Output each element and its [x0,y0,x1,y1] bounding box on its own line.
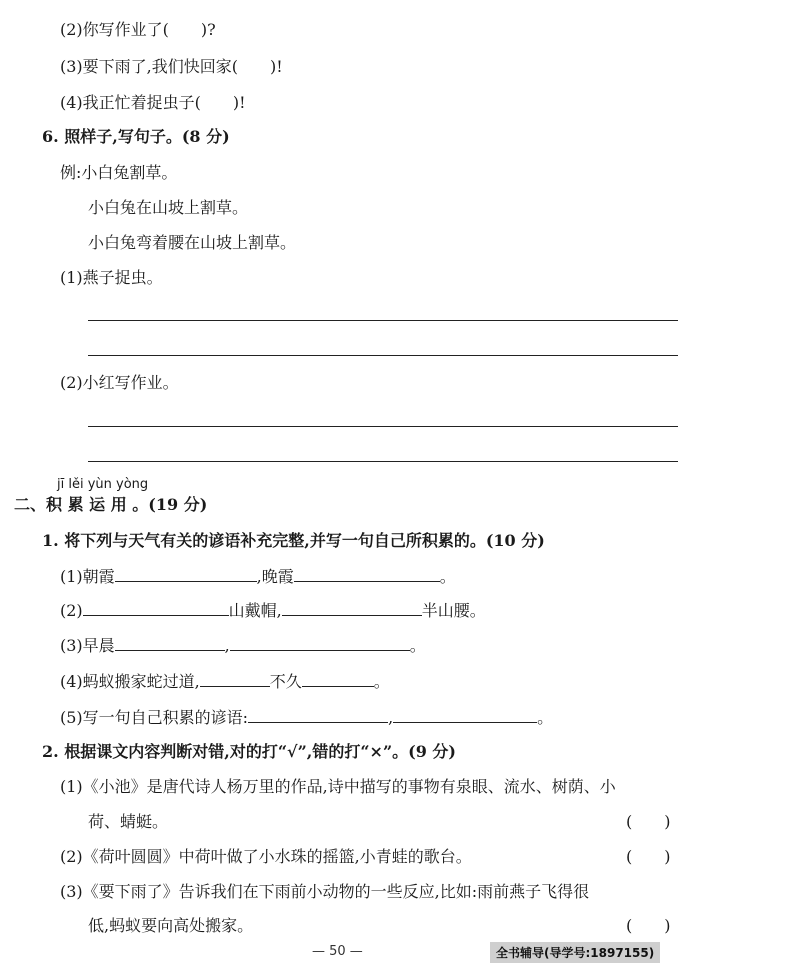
q1-item-3: (3)早晨 , 。 [60,636,426,655]
q6-example-3: 小白兔弯着腰在山坡上割草。 [88,233,297,252]
judge-paren[interactable]: ( ) [626,847,671,866]
fill-blank[interactable] [393,706,537,723]
judge-paren[interactable]: ( ) [626,916,671,935]
answer-line[interactable] [88,355,678,356]
q2-item-2: (2)《荷叶圆圆》中荷叶做了小水珠的摇篮,小青蛙的歌台。 [60,847,472,866]
answer-line[interactable] [88,461,678,462]
q2-item-1-line-1: (1)《小池》是唐代诗人杨万里的作品,诗中描写的事物有泉眼、流水、树荫、小 [60,777,616,796]
q5-item-4: (4)我正忙着捉虫子( )! [60,93,246,112]
answer-line[interactable] [88,426,678,427]
fill-blank[interactable] [294,565,440,582]
fill-blank[interactable] [282,599,422,616]
fill-blank[interactable] [248,706,388,723]
q6-item-2: (2)小红写作业。 [60,373,179,392]
q6-heading: 6. 照样子,写句子。(8 分) [42,127,230,146]
q6-example-2: 小白兔在山坡上割草。 [88,198,249,217]
q2-heading: 2. 根据课文内容判断对错,对的打“√”,错的打“×”。(9 分) [42,742,456,761]
section2-title: 二、积 累 运 用 。(19 分) [14,495,208,514]
fill-blank[interactable] [115,565,257,582]
q6-item-1: (1)燕子捉虫。 [60,268,163,287]
judge-paren[interactable]: ( ) [626,812,671,831]
q2-item-3-line-2: 低,蚂蚁要向高处搬家。 [88,916,254,935]
q1-heading: 1. 将下列与天气有关的谚语补充完整,并写一句自己所积累的。(10 分) [42,531,545,550]
fill-blank[interactable] [200,670,270,687]
q6-example-1: 例:小白兔割草。 [60,163,178,182]
section2-pinyin: jī lěi yùn yòng [57,477,149,492]
q5-item-3: (3)要下雨了,我们快回家( )! [60,57,283,76]
q1-item-1: (1)朝霞 ,晚霞 。 [60,567,456,586]
q1-item-4: (4)蚂蚁搬家蛇过道, 不久 。 [60,672,390,691]
fill-blank[interactable] [115,634,225,651]
q2-item-1-line-2: 荷、蜻蜓。 [88,812,169,831]
q2-item-3-line-1: (3)《要下雨了》告诉我们在下雨前小动物的一些反应,比如:雨前燕子飞得很 [60,882,590,901]
q5-item-2: (2)你写作业了( )? [60,20,216,39]
q1-item-2: (2) 山戴帽, 半山腰。 [60,601,486,620]
fill-blank[interactable] [302,670,374,687]
answer-line[interactable] [88,320,678,321]
q1-item-5: (5)写一句自己积累的谚语: , 。 [60,708,554,727]
page-number: — 50 — [312,944,363,959]
fill-blank[interactable] [83,599,229,616]
book-stamp: 全书辅导(导学号:1897155) [490,942,660,963]
fill-blank[interactable] [230,634,410,651]
